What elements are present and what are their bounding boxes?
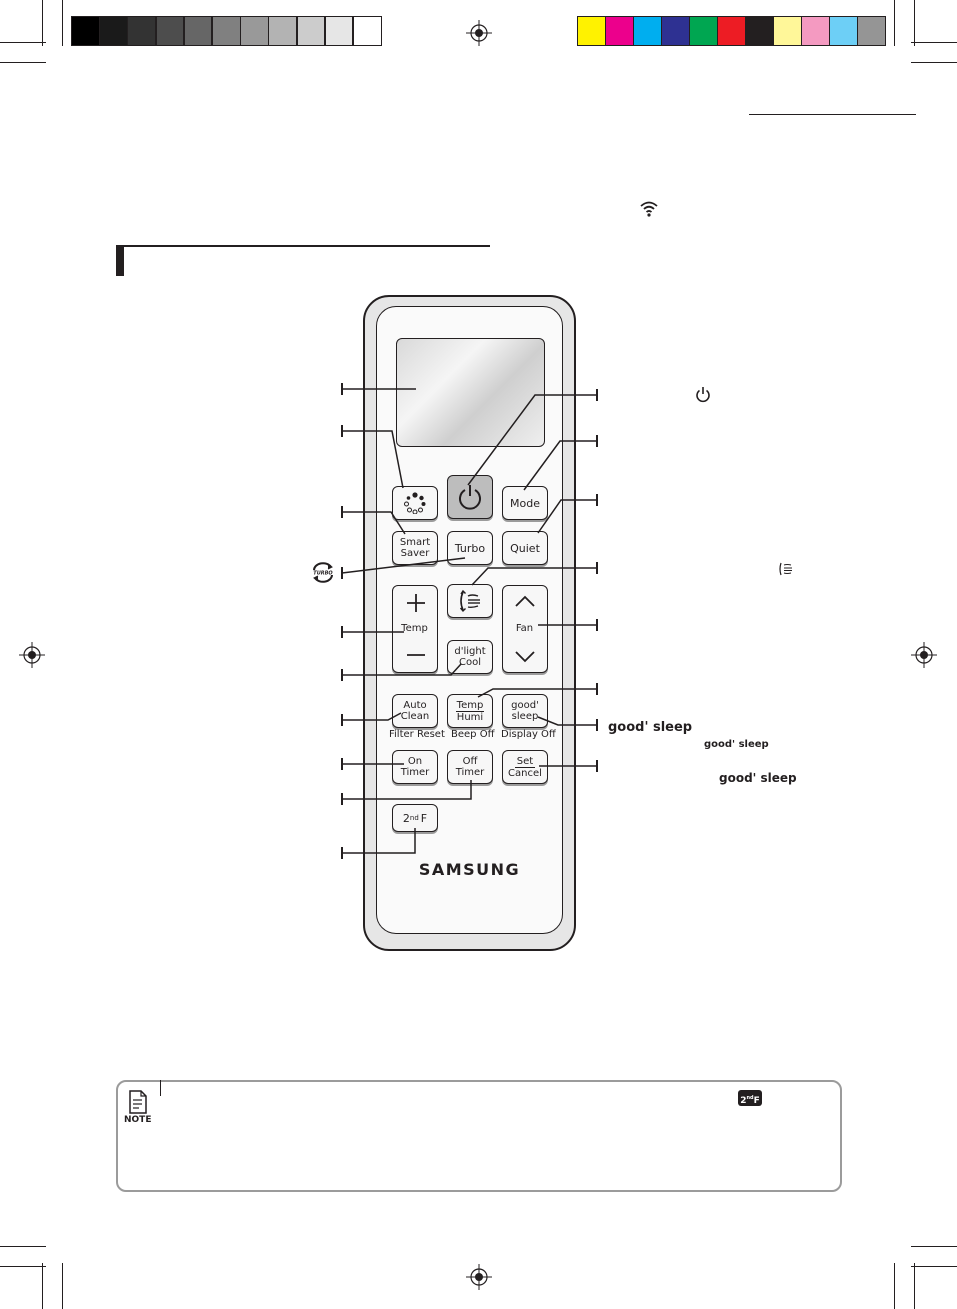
callout-tick	[596, 719, 598, 731]
good-sleep-callout-medium: good' sleep	[719, 771, 797, 785]
callout-tick	[341, 793, 343, 805]
smart-saver-label-line2: Saver	[400, 548, 430, 559]
auto-clean-label-line1: Auto	[403, 700, 427, 711]
temp-humi-label-line2: Humi	[456, 711, 484, 723]
note-box	[116, 1080, 842, 1192]
set-cancel-label-line2: Cancel	[508, 767, 542, 779]
callout-tick	[596, 683, 598, 695]
note-divider	[160, 1080, 161, 1096]
display-off-label: Display Off	[501, 729, 556, 740]
callout-tick	[341, 626, 343, 638]
2nd-f-icon-superscript: nd	[746, 1095, 754, 1101]
callout-tick	[596, 435, 598, 447]
callout-tick	[341, 714, 343, 726]
callout-tick	[596, 619, 598, 631]
off-timer-label-line2: Timer	[455, 767, 485, 778]
2nd-f-icon-number: 2	[740, 1096, 747, 1106]
brand-logo: SAMSUNG	[418, 860, 521, 879]
good-sleep-callout: good' sleep	[608, 720, 693, 735]
second-f-label-letter: F	[420, 811, 428, 825]
callout-tick	[341, 425, 343, 437]
air-swing-icon	[778, 561, 794, 577]
power-icon	[695, 386, 711, 403]
callout-tick	[341, 383, 343, 395]
good-sleep-label-line2: sleep	[511, 711, 539, 722]
callout-tick	[341, 758, 343, 770]
beep-off-label: Beep Off	[451, 729, 495, 740]
second-f-label-number: 2	[402, 811, 410, 825]
second-f-label-superscript: nd	[409, 813, 419, 822]
2nd-f-icon	[738, 1090, 762, 1106]
set-cancel-label-line1: Set	[516, 755, 534, 767]
on-timer-label-line2: Timer	[400, 767, 430, 778]
callout-tick	[596, 562, 598, 574]
callout-tick	[596, 760, 598, 772]
callout-tick	[341, 506, 343, 518]
dlight-cool-label-line2: Cool	[459, 657, 481, 668]
on-timer-label-line1: On	[407, 756, 423, 767]
good-sleep-label-line1: good'	[511, 700, 539, 711]
temp-label: Temp	[401, 623, 428, 634]
callout-tick	[341, 567, 343, 579]
note-icon	[128, 1090, 148, 1114]
callout-tick	[596, 389, 598, 401]
note-label: NOTE	[124, 1115, 152, 1125]
turbo-button-label: Turbo	[454, 541, 486, 555]
good-sleep-callout-small: good' sleep	[704, 739, 769, 750]
dlight-cool-label-line1: d'light	[454, 646, 486, 657]
callout-tick	[596, 494, 598, 506]
auto-clean-label-line2: Clean	[400, 711, 430, 722]
fan-label: Fan	[515, 623, 534, 634]
mode-button-label: Mode	[510, 496, 540, 510]
callout-tick	[341, 847, 343, 859]
2nd-f-icon-letter: F	[753, 1096, 760, 1106]
svg-text:TURBO: TURBO	[313, 570, 333, 577]
filter-reset-label: Filter Reset	[389, 729, 445, 740]
turbo-icon	[310, 561, 336, 583]
temp-humi-label-line1: Temp	[456, 699, 484, 711]
quiet-button-label: Quiet	[510, 541, 540, 555]
smart-saver-label-line1: Smart	[399, 537, 431, 548]
callout-tick	[341, 669, 343, 681]
off-timer-label-line1: Off	[462, 756, 478, 767]
